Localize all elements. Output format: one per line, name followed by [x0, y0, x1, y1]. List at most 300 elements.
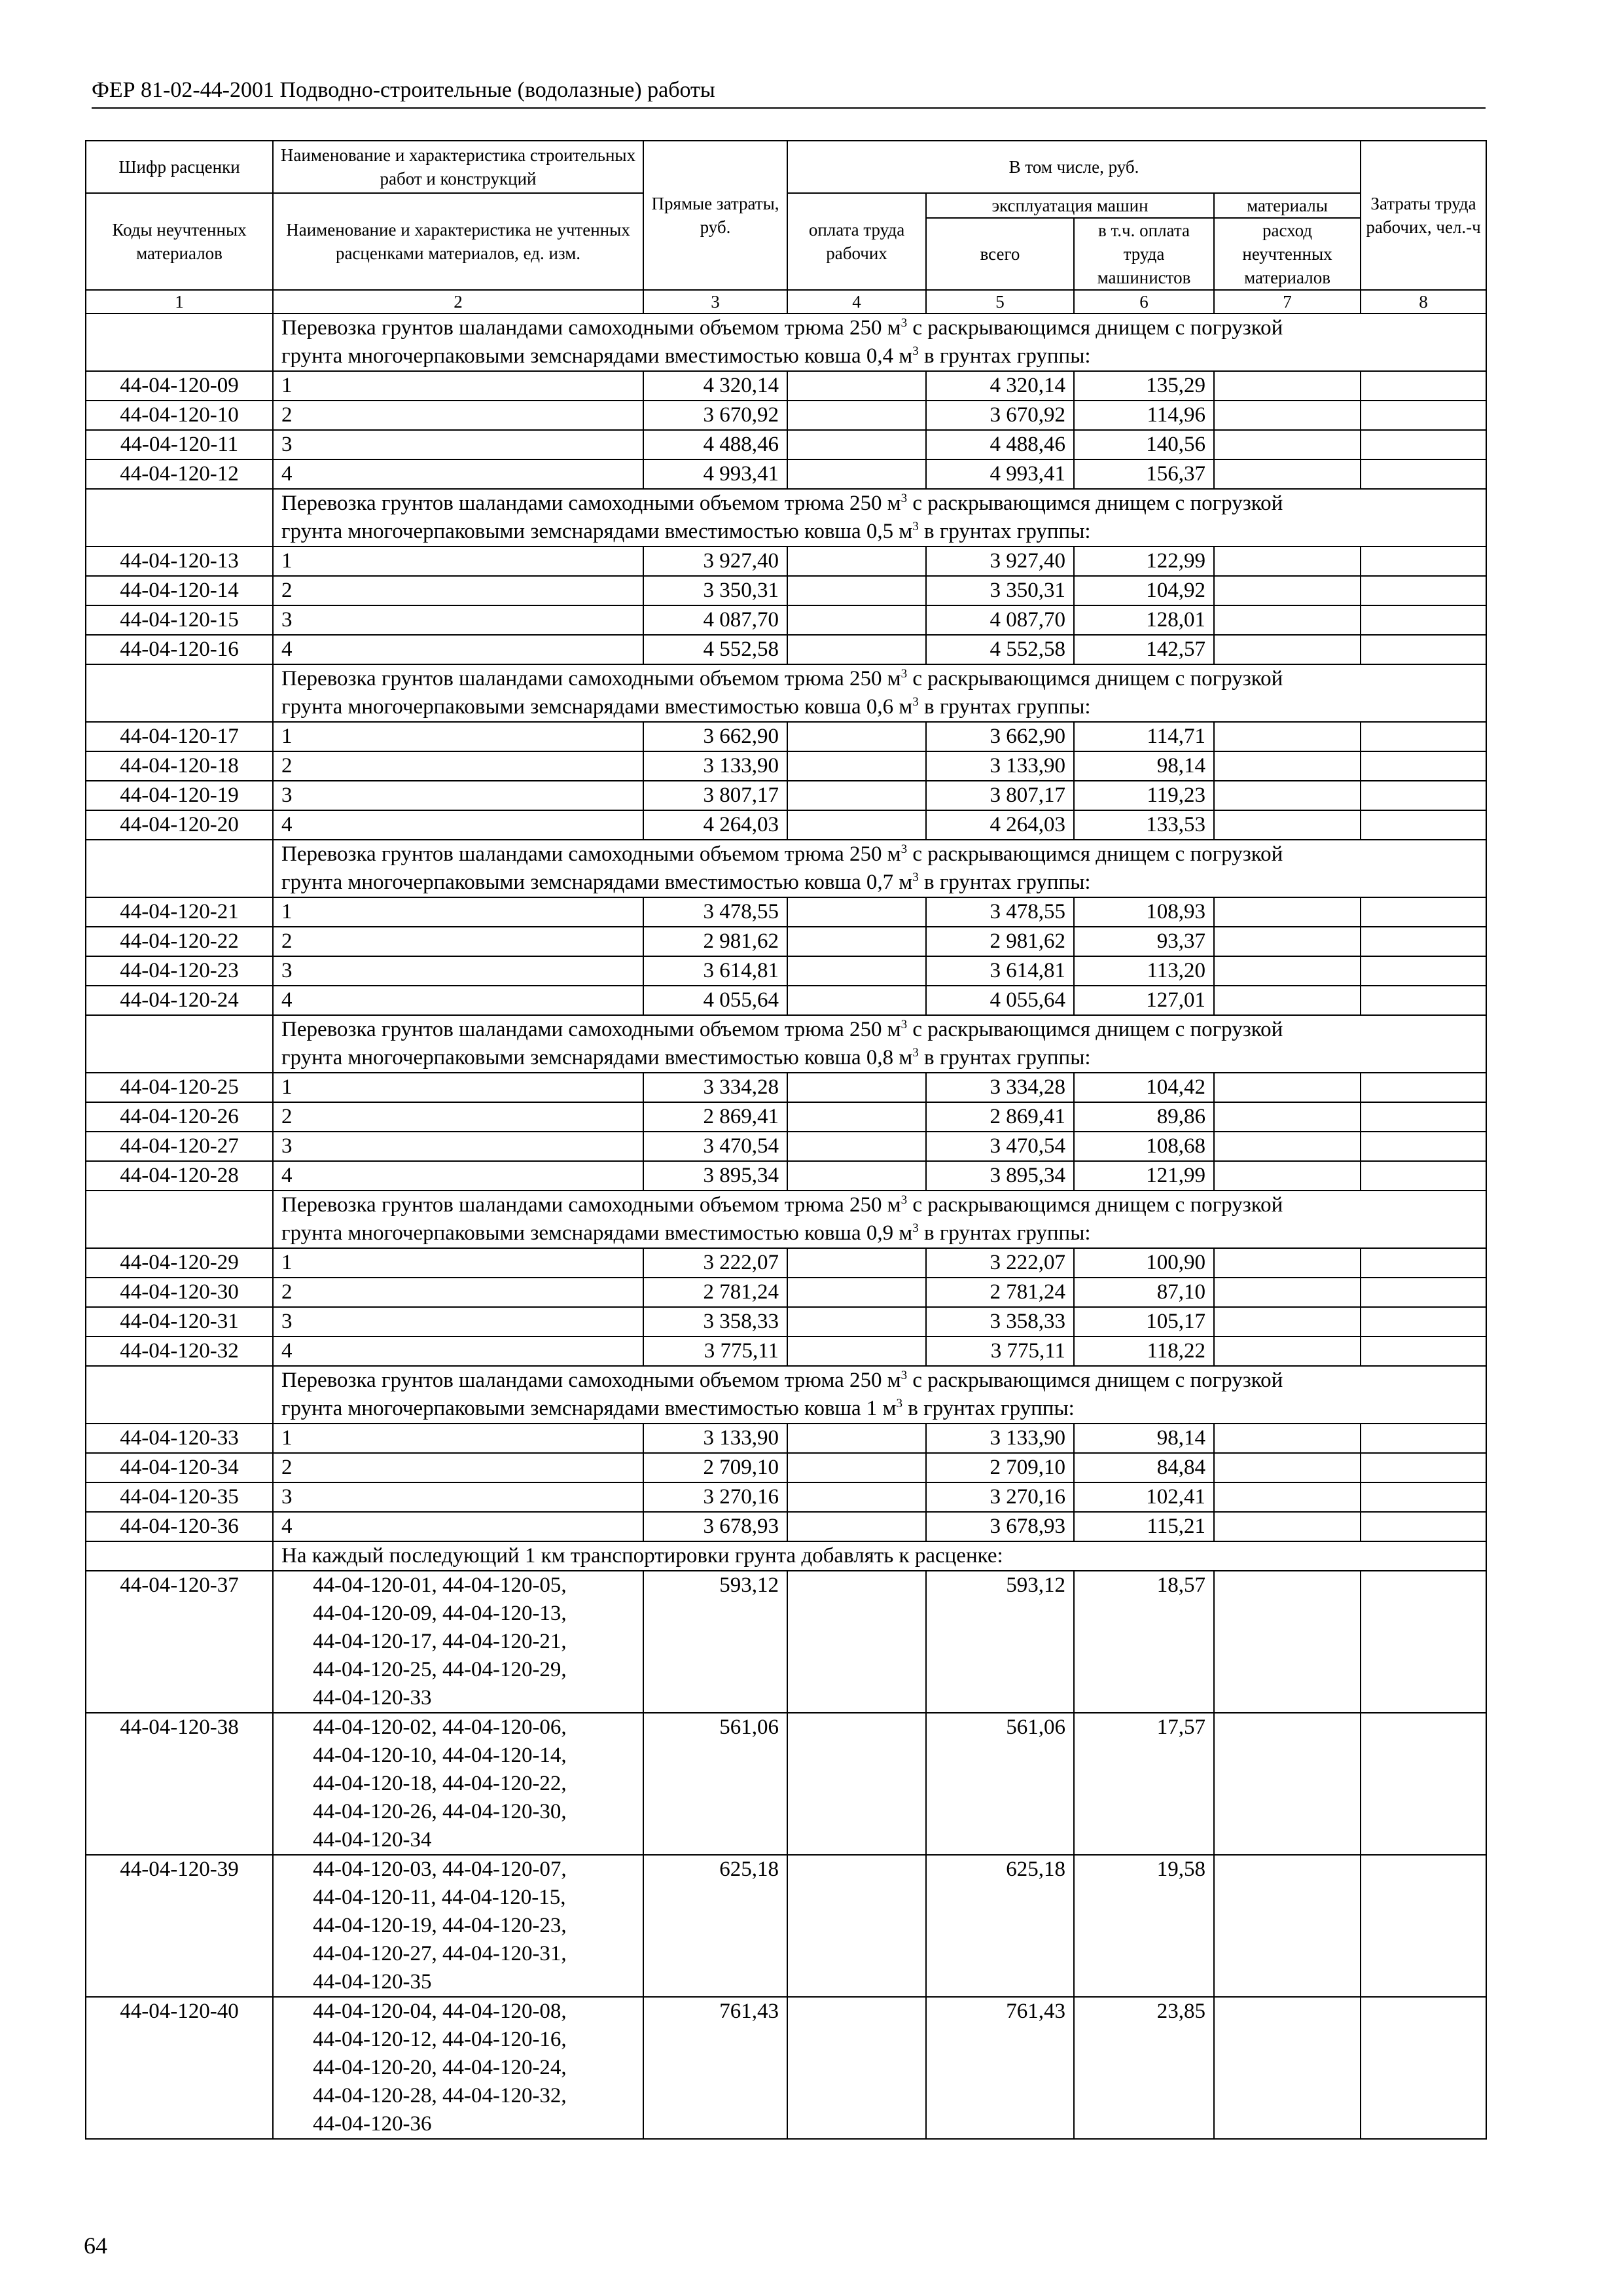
- rate-code: 44-04-120-24: [86, 986, 273, 1015]
- labor-hours: [1361, 897, 1486, 927]
- group-title-row: [86, 840, 1486, 897]
- materials-use: [1214, 401, 1361, 430]
- superscript: 3: [901, 492, 908, 505]
- machines-total: 2 709,10: [926, 1453, 1074, 1482]
- base-rates-list: [273, 1571, 643, 1713]
- labor-cost: [787, 1713, 926, 1855]
- direct-cost: 2 709,10: [643, 1453, 787, 1482]
- extra-title: На каждый последующий 1 км транспортировки грунта добавлять к расценке:: [273, 1541, 1486, 1571]
- unit-text: м: [893, 520, 913, 543]
- rate-code: 44-04-120-34: [86, 1453, 273, 1482]
- col-operators-header: в т.ч. оплата труда машинистов: [1074, 218, 1214, 290]
- labor-cost: [787, 1248, 926, 1278]
- operators-cost: 114,96: [1074, 401, 1214, 430]
- bucket-volume: 1: [866, 1397, 878, 1420]
- base-rates-line: 44-04-120-11, 44-04-120-15,: [313, 1886, 566, 1909]
- soil-group: 1: [273, 897, 643, 927]
- operators-cost: 133,53: [1074, 810, 1214, 840]
- machines-total: 3 927,40: [926, 547, 1074, 576]
- labor-hours: [1361, 1453, 1486, 1482]
- operators-cost: 142,57: [1074, 635, 1214, 664]
- table-row: [86, 635, 1486, 664]
- machines-total: 3 895,34: [926, 1161, 1074, 1191]
- soil-group: 1: [273, 371, 643, 401]
- col-hours-header: Затраты труда рабочих, чел.-ч: [1361, 141, 1486, 290]
- rate-code: 44-04-120-27: [86, 1132, 273, 1161]
- machines-total: 3 662,90: [926, 722, 1074, 751]
- labor-cost: [787, 459, 926, 489]
- title-text: с раскрывающимся днищем с погрузкой: [907, 316, 1283, 340]
- labor-cost: [787, 1278, 926, 1307]
- materials-use: [1214, 1512, 1361, 1541]
- title-text: грунта многочерпаковыми земснарядами вместимостью ковша: [281, 695, 866, 719]
- machines-total: 3 133,90: [926, 1424, 1074, 1453]
- operators-cost: 19,58: [1074, 1855, 1214, 1997]
- materials-use: [1214, 1073, 1361, 1102]
- base-rates-line: 44-04-120-33: [313, 1686, 432, 1710]
- rate-code: 44-04-120-19: [86, 781, 273, 810]
- title-text: с раскрывающимся днищем с погрузкой: [907, 842, 1283, 866]
- labor-cost: [787, 635, 926, 664]
- rate-code: 44-04-120-15: [86, 605, 273, 635]
- title-text: в грунтах группы:: [918, 344, 1091, 368]
- rate-code: 44-04-120-28: [86, 1161, 273, 1191]
- base-rates-list: [273, 1997, 643, 2139]
- title-text: грунта многочерпаковыми земснарядами вместимостью ковша: [281, 520, 866, 543]
- labor-hours: [1361, 1997, 1486, 2139]
- base-rates-line: 44-04-120-17, 44-04-120-21,: [313, 1630, 567, 1653]
- superscript: 3: [901, 1018, 908, 1031]
- materials-use: [1214, 1248, 1361, 1278]
- soil-group: 2: [273, 927, 643, 956]
- superscript: 3: [912, 344, 919, 358]
- machines-total: 4 264,03: [926, 810, 1074, 840]
- direct-cost: 3 334,28: [643, 1073, 787, 1102]
- operators-cost: 108,93: [1074, 897, 1214, 927]
- table-row: [86, 1997, 1486, 2139]
- operators-cost: 127,01: [1074, 986, 1214, 1015]
- labor-cost: [787, 1102, 926, 1132]
- rate-code: 44-04-120-26: [86, 1102, 273, 1132]
- operators-cost: 119,23: [1074, 781, 1214, 810]
- title-text: грунта многочерпаковыми земснарядами вместимостью ковша: [281, 1221, 866, 1245]
- col-number: 7: [1214, 290, 1361, 314]
- superscript: 3: [912, 1046, 919, 1060]
- direct-cost: 4 993,41: [643, 459, 787, 489]
- labor-hours: [1361, 986, 1486, 1015]
- direct-cost: 3 678,93: [643, 1512, 787, 1541]
- labor-hours: [1361, 1132, 1486, 1161]
- direct-cost: 2 981,62: [643, 927, 787, 956]
- machines-total: 625,18: [926, 1855, 1074, 1997]
- labor-cost: [787, 605, 926, 635]
- operators-cost: 108,68: [1074, 1132, 1214, 1161]
- materials-use: [1214, 897, 1361, 927]
- base-rates-line: 44-04-120-35: [313, 1970, 432, 1994]
- group-title-spacer: [86, 1366, 273, 1424]
- col-labor-header: оплата труда рабочих: [787, 193, 926, 290]
- operators-cost: 122,99: [1074, 547, 1214, 576]
- title-text: Перевозка грунтов шаландами самоходными объемом трюма 250 м: [281, 1369, 901, 1392]
- title-text: грунта многочерпаковыми земснарядами вместимостью ковша: [281, 344, 866, 368]
- table-row: [86, 986, 1486, 1015]
- direct-cost: 4 087,70: [643, 605, 787, 635]
- title-text: в грунтах группы:: [918, 520, 1091, 543]
- machines-total: 4 552,58: [926, 635, 1074, 664]
- operators-cost: 140,56: [1074, 430, 1214, 459]
- group-title: [273, 1015, 1486, 1073]
- materials-use: [1214, 547, 1361, 576]
- rate-code: 44-04-120-20: [86, 810, 273, 840]
- machines-total: 3 678,93: [926, 1512, 1074, 1541]
- table-row: [86, 459, 1486, 489]
- col-materials-header: материалы: [1214, 193, 1361, 218]
- unit-text: м: [893, 1046, 913, 1069]
- machines-total: 3 478,55: [926, 897, 1074, 927]
- materials-use: [1214, 1132, 1361, 1161]
- table-row: [86, 371, 1486, 401]
- labor-hours: [1361, 635, 1486, 664]
- direct-cost: 3 670,92: [643, 401, 787, 430]
- table-row: [86, 1571, 1486, 1713]
- soil-group: 1: [273, 722, 643, 751]
- labor-hours: [1361, 459, 1486, 489]
- rate-code: 44-04-120-29: [86, 1248, 273, 1278]
- materials-use: [1214, 956, 1361, 986]
- materials-use: [1214, 722, 1361, 751]
- group-title: [273, 840, 1486, 897]
- base-rates-line: 44-04-120-25, 44-04-120-29,: [313, 1658, 567, 1681]
- labor-hours: [1361, 1512, 1486, 1541]
- bucket-volume: 0,8: [866, 1046, 894, 1069]
- labor-hours: [1361, 1336, 1486, 1366]
- labor-cost: [787, 1161, 926, 1191]
- machines-total: 3 270,16: [926, 1482, 1074, 1512]
- soil-group: 3: [273, 1482, 643, 1512]
- soil-group: 4: [273, 635, 643, 664]
- machines-total: 3 358,33: [926, 1307, 1074, 1336]
- base-rates-line: 44-04-120-09, 44-04-120-13,: [313, 1602, 567, 1625]
- table-row: [86, 1307, 1486, 1336]
- operators-cost: 118,22: [1074, 1336, 1214, 1366]
- operators-cost: 84,84: [1074, 1453, 1214, 1482]
- operators-cost: 104,92: [1074, 576, 1214, 605]
- base-rates-line: 44-04-120-18, 44-04-120-22,: [313, 1772, 567, 1795]
- base-rates-line: 44-04-120-20, 44-04-120-24,: [313, 2056, 567, 2079]
- operators-cost: 105,17: [1074, 1307, 1214, 1336]
- group-title-row: [86, 314, 1486, 371]
- direct-cost: 3 775,11: [643, 1336, 787, 1366]
- direct-cost: 4 264,03: [643, 810, 787, 840]
- labor-cost: [787, 1132, 926, 1161]
- table-row: [86, 1161, 1486, 1191]
- col-name-subheader: Наименование и характеристика не учтенных расценками материалов, ед. изм.: [273, 193, 643, 290]
- soil-group: 3: [273, 956, 643, 986]
- unit-text: м: [877, 1397, 897, 1420]
- labor-hours: [1361, 1102, 1486, 1132]
- operators-cost: 98,14: [1074, 751, 1214, 781]
- labor-hours: [1361, 1278, 1486, 1307]
- rates-table: [85, 140, 1487, 2140]
- machines-total: 3 470,54: [926, 1132, 1074, 1161]
- direct-cost: 3 470,54: [643, 1132, 787, 1161]
- materials-use: [1214, 1482, 1361, 1512]
- base-rates-line: 44-04-120-34: [313, 1828, 432, 1852]
- materials-use: [1214, 371, 1361, 401]
- col-code-subheader: Коды неучтенных материалов: [86, 193, 273, 290]
- operators-cost: 128,01: [1074, 605, 1214, 635]
- labor-hours: [1361, 1248, 1486, 1278]
- table-row: [86, 547, 1486, 576]
- title-text: в грунтах группы:: [918, 1221, 1091, 1245]
- labor-hours: [1361, 722, 1486, 751]
- col-number: 8: [1361, 290, 1486, 314]
- direct-cost: 3 478,55: [643, 897, 787, 927]
- labor-cost: [787, 986, 926, 1015]
- labor-hours: [1361, 1307, 1486, 1336]
- labor-hours: [1361, 1482, 1486, 1512]
- labor-cost: [787, 1482, 926, 1512]
- materials-use: [1214, 810, 1361, 840]
- superscript: 3: [901, 316, 908, 330]
- labor-cost: [787, 1307, 926, 1336]
- table-row: [86, 722, 1486, 751]
- base-rates-line: 44-04-120-10, 44-04-120-14,: [313, 1744, 567, 1767]
- labor-hours: [1361, 1713, 1486, 1855]
- base-rates-line: 44-04-120-02, 44-04-120-06,: [313, 1715, 567, 1739]
- rate-code: 44-04-120-25: [86, 1073, 273, 1102]
- materials-use: [1214, 635, 1361, 664]
- base-rates-line: 44-04-120-04, 44-04-120-08,: [313, 2000, 567, 2023]
- operators-cost: 135,29: [1074, 371, 1214, 401]
- col-number: 5: [926, 290, 1074, 314]
- superscript: 3: [912, 520, 919, 533]
- labor-hours: [1361, 430, 1486, 459]
- direct-cost: 593,12: [643, 1571, 787, 1713]
- operators-cost: 98,14: [1074, 1424, 1214, 1453]
- operators-cost: 89,86: [1074, 1102, 1214, 1132]
- rate-code: 44-04-120-31: [86, 1307, 273, 1336]
- materials-use: [1214, 1571, 1361, 1713]
- col-number: 3: [643, 290, 787, 314]
- soil-group: 4: [273, 986, 643, 1015]
- labor-cost: [787, 781, 926, 810]
- labor-cost: [787, 1424, 926, 1453]
- labor-cost: [787, 897, 926, 927]
- rate-code: 44-04-120-30: [86, 1278, 273, 1307]
- soil-group: 3: [273, 605, 643, 635]
- title-text: в грунтах группы:: [918, 870, 1091, 894]
- rate-code: 44-04-120-36: [86, 1512, 273, 1541]
- labor-hours: [1361, 927, 1486, 956]
- soil-group: 3: [273, 430, 643, 459]
- soil-group: 2: [273, 1102, 643, 1132]
- table-row: [86, 897, 1486, 927]
- superscript: 3: [912, 1221, 919, 1235]
- direct-cost: 3 662,90: [643, 722, 787, 751]
- labor-cost: [787, 1453, 926, 1482]
- direct-cost: 4 488,46: [643, 430, 787, 459]
- operators-cost: 18,57: [1074, 1571, 1214, 1713]
- machines-total: 3 334,28: [926, 1073, 1074, 1102]
- materials-use: [1214, 751, 1361, 781]
- labor-cost: [787, 371, 926, 401]
- table-row: [86, 1336, 1486, 1366]
- title-text: Перевозка грунтов шаландами самоходными объемом трюма 250 м: [281, 1193, 901, 1217]
- title-text: с раскрывающимся днищем с погрузкой: [907, 667, 1283, 691]
- group-title-row: [86, 1015, 1486, 1073]
- unit-text: м: [893, 344, 913, 368]
- operators-cost: 121,99: [1074, 1161, 1214, 1191]
- labor-hours: [1361, 1161, 1486, 1191]
- rate-code: 44-04-120-09: [86, 371, 273, 401]
- col-name-header: Наименование и характеристика строительных работ и конструкций: [273, 141, 643, 193]
- direct-cost: 2 869,41: [643, 1102, 787, 1132]
- base-rates-line: 44-04-120-28, 44-04-120-32,: [313, 2084, 567, 2108]
- table-row: [86, 605, 1486, 635]
- title-text: в грунтах группы:: [918, 695, 1091, 719]
- table-row: [86, 1102, 1486, 1132]
- soil-group: 4: [273, 1512, 643, 1541]
- col-machines-total-header: всего: [926, 218, 1074, 290]
- table-row: [86, 1482, 1486, 1512]
- rate-code: 44-04-120-32: [86, 1336, 273, 1366]
- labor-cost: [787, 1571, 926, 1713]
- title-text: Перевозка грунтов шаландами самоходными объемом трюма 250 м: [281, 316, 901, 340]
- bucket-volume: 0,6: [866, 695, 894, 719]
- title-text: Перевозка грунтов шаландами самоходными объемом трюма 250 м: [281, 1018, 901, 1041]
- table-row: [86, 576, 1486, 605]
- materials-use: [1214, 459, 1361, 489]
- group-title-spacer: [86, 1191, 273, 1248]
- rate-code: 44-04-120-16: [86, 635, 273, 664]
- col-machines-header: эксплуатация машин: [926, 193, 1214, 218]
- labor-hours: [1361, 1073, 1486, 1102]
- soil-group: 4: [273, 1336, 643, 1366]
- direct-cost: 3 358,33: [643, 1307, 787, 1336]
- table-row: [86, 401, 1486, 430]
- base-rates-list: [273, 1855, 643, 1997]
- title-text: с раскрывающимся днищем с погрузкой: [907, 1018, 1283, 1041]
- materials-use: [1214, 1713, 1361, 1855]
- operators-cost: 113,20: [1074, 956, 1214, 986]
- labor-cost: [787, 547, 926, 576]
- rate-code: 44-04-120-33: [86, 1424, 273, 1453]
- operators-cost: 93,37: [1074, 927, 1214, 956]
- materials-use: [1214, 1161, 1361, 1191]
- machines-total: 4 055,64: [926, 986, 1074, 1015]
- col-direct-header: Прямые затраты, руб.: [643, 141, 787, 290]
- base-rates-line: 44-04-120-26, 44-04-120-30,: [313, 1800, 567, 1823]
- direct-cost: 3 222,07: [643, 1248, 787, 1278]
- soil-group: 4: [273, 459, 643, 489]
- labor-cost: [787, 1073, 926, 1102]
- bucket-volume: 0,9: [866, 1221, 894, 1245]
- direct-cost: 3 133,90: [643, 751, 787, 781]
- rate-code: 44-04-120-38: [86, 1713, 273, 1855]
- materials-use: [1214, 1424, 1361, 1453]
- table-row: [86, 781, 1486, 810]
- group-title: [273, 489, 1486, 547]
- title-text: грунта многочерпаковыми земснарядами вместимостью ковша: [281, 1046, 866, 1069]
- labor-cost: [787, 956, 926, 986]
- labor-cost: [787, 401, 926, 430]
- group-title-row: [86, 1191, 1486, 1248]
- group-title-row: [86, 489, 1486, 547]
- operators-cost: 23,85: [1074, 1997, 1214, 2139]
- rate-code: 44-04-120-12: [86, 459, 273, 489]
- operators-cost: 156,37: [1074, 459, 1214, 489]
- table-row: [86, 810, 1486, 840]
- rate-code: 44-04-120-35: [86, 1482, 273, 1512]
- group-title: [273, 314, 1486, 371]
- soil-group: 1: [273, 1424, 643, 1453]
- soil-group: 2: [273, 401, 643, 430]
- soil-group: 2: [273, 576, 643, 605]
- direct-cost: 625,18: [643, 1855, 787, 1997]
- soil-group: 4: [273, 1161, 643, 1191]
- table-row: [86, 956, 1486, 986]
- operators-cost: 102,41: [1074, 1482, 1214, 1512]
- table-row: [86, 1073, 1486, 1102]
- direct-cost: 4 552,58: [643, 635, 787, 664]
- col-number: 1: [86, 290, 273, 314]
- bucket-volume: 0,5: [866, 520, 894, 543]
- materials-use: [1214, 781, 1361, 810]
- unit-text: м: [893, 695, 913, 719]
- page-number: 64: [84, 2233, 107, 2259]
- machines-total: 3 775,11: [926, 1336, 1074, 1366]
- materials-use: [1214, 1997, 1361, 2139]
- superscript: 3: [896, 1397, 902, 1410]
- group-title-spacer: [86, 489, 273, 547]
- soil-group: 1: [273, 1248, 643, 1278]
- direct-cost: 3 350,31: [643, 576, 787, 605]
- direct-cost: 561,06: [643, 1713, 787, 1855]
- unit-text: м: [893, 870, 913, 894]
- title-text: грунта многочерпаковыми земснарядами вместимостью ковша: [281, 870, 866, 894]
- rate-code: 44-04-120-22: [86, 927, 273, 956]
- machines-total: 593,12: [926, 1571, 1074, 1713]
- materials-use: [1214, 927, 1361, 956]
- col-group-header: В том числе, руб.: [787, 141, 1361, 193]
- labor-cost: [787, 1997, 926, 2139]
- table-row: [86, 751, 1486, 781]
- group-title: [273, 664, 1486, 722]
- rate-code: 44-04-120-39: [86, 1855, 273, 1997]
- labor-hours: [1361, 781, 1486, 810]
- materials-use: [1214, 576, 1361, 605]
- machines-total: 3 807,17: [926, 781, 1074, 810]
- direct-cost: 2 781,24: [643, 1278, 787, 1307]
- labor-cost: [787, 1512, 926, 1541]
- labor-cost: [787, 1855, 926, 1997]
- soil-group: 2: [273, 751, 643, 781]
- machines-total: 4 087,70: [926, 605, 1074, 635]
- base-rates-line: 44-04-120-01, 44-04-120-05,: [313, 1573, 567, 1597]
- superscript: 3: [901, 667, 908, 681]
- direct-cost: 3 927,40: [643, 547, 787, 576]
- title-text: грунта многочерпаковыми земснарядами вместимостью ковша: [281, 1397, 866, 1420]
- group-title-spacer: [86, 840, 273, 897]
- superscript: 3: [912, 870, 919, 884]
- title-text: с раскрывающимся днищем с погрузкой: [907, 1369, 1283, 1392]
- direct-cost: 3 807,17: [643, 781, 787, 810]
- title-text: с раскрывающимся днищем с погрузкой: [907, 492, 1283, 515]
- labor-cost: [787, 1336, 926, 1366]
- labor-hours: [1361, 371, 1486, 401]
- machines-total: 561,06: [926, 1713, 1074, 1855]
